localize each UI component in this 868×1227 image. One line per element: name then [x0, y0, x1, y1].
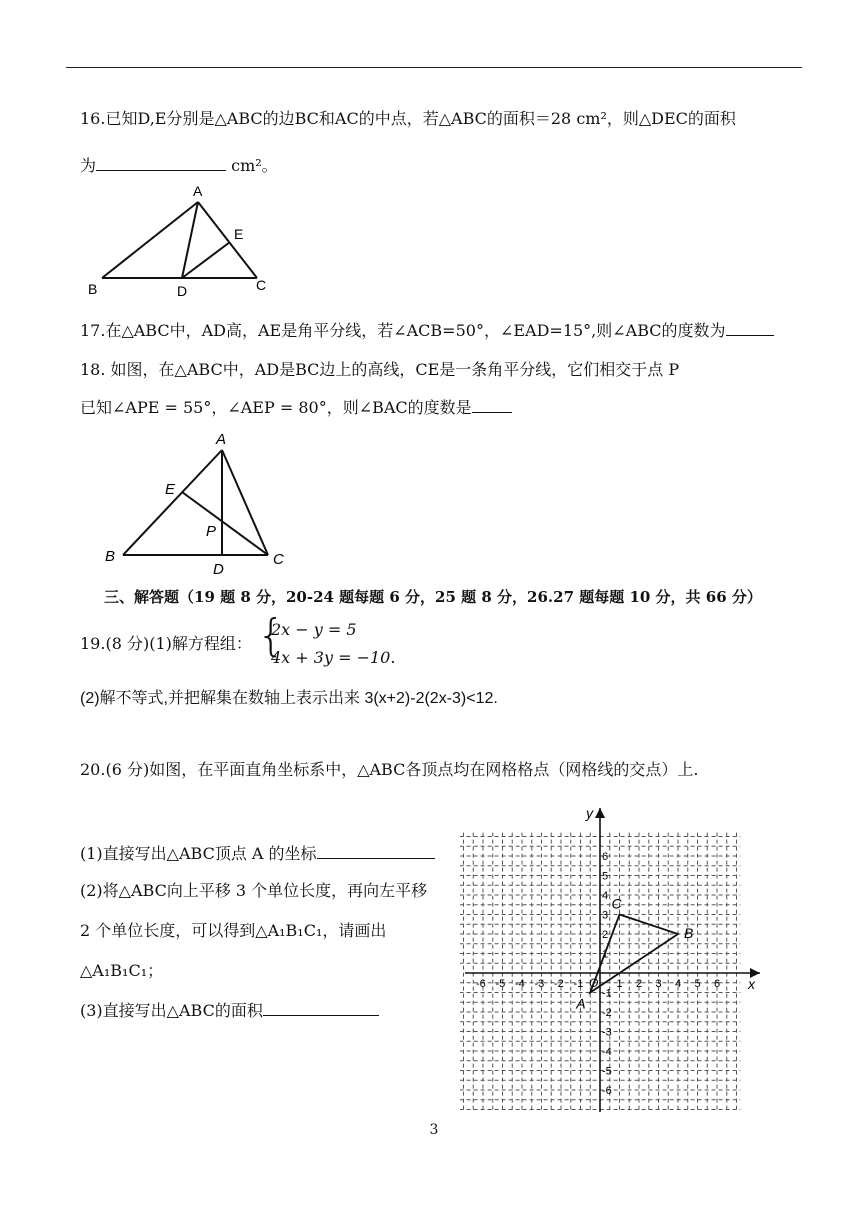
x-tick-label: -6	[476, 978, 486, 990]
q20-part2-line1: (2)将△ABC向上平移 3 个单位长度，再向左平移	[80, 881, 428, 900]
y-axis-label: y	[586, 805, 593, 821]
q16-unit: cm²。	[231, 156, 278, 175]
origin-label: O	[589, 976, 599, 990]
q20-coordinate-grid[interactable]	[460, 800, 770, 1115]
q18-triangle-figure	[95, 428, 295, 578]
q20-part2-line2: 2 个单位长度，可以得到△A₁B₁C₁，请画出	[80, 921, 387, 940]
q18-line1: 18. 如图，在△ABC中，AD是BC边上的高线，CE是一条角平分线，它们相交于点 P	[80, 360, 680, 379]
q17-text: 17.在△ABC中，AD高，AE是角平分线，若∠ACB=50°，∠EAD=15°,则∠ABC的度数为	[80, 321, 726, 340]
x-tick-label: -4	[515, 978, 525, 990]
y-tick-label: 5	[602, 870, 609, 883]
y-tick-label: 2	[602, 929, 609, 941]
y-tick-label: 6	[602, 851, 609, 863]
q19-eq1: 2x − y = 5	[271, 620, 357, 639]
vertex-label-a: A	[576, 995, 586, 1012]
vertex-label-c: C	[611, 895, 622, 912]
q19-part2: (2)解不等式,并把解集在数轴上表示出来 3(x+2)-2(2x-3)<12.	[80, 690, 498, 707]
q16-label-c: C	[256, 277, 267, 293]
q20-part1-line	[80, 843, 435, 865]
y-axis-arrow	[595, 808, 605, 818]
x-tick-label: 3	[655, 978, 662, 990]
q18-label-b: B	[105, 548, 116, 565]
y-tick-label: 3	[602, 909, 609, 922]
header-rule	[66, 67, 802, 68]
q20-part2-line3: △A₁B₁C₁；	[80, 961, 164, 980]
x-axis-label: x	[748, 976, 755, 992]
x-tick-label: -1	[573, 978, 584, 990]
section3-heading: 三、解答题（19 题 8 分，20-24 题每题 6 分，25 题 8 分，26.27 题每题 10 分，共 66 分）	[104, 588, 762, 606]
q19-eq2: 4x + 3y = −10.	[271, 648, 396, 667]
q20-part3-answer-blank[interactable]	[263, 1001, 379, 1016]
x-tick-label: 1	[616, 978, 623, 990]
x-tick-label: 4	[675, 978, 682, 990]
q17-answer-blank[interactable]	[726, 321, 774, 336]
x-tick-label: 6	[714, 978, 721, 990]
q16-label-d: D	[177, 283, 188, 299]
y-tick-label: 4	[602, 890, 609, 902]
y-tick-label: -2	[602, 1007, 612, 1019]
q16-label-b: B	[88, 281, 98, 297]
q16-line1: 16.已知D,E分别是△ABC的边BC和AC的中点，若△ABC的面积＝28 cm²，则△DEC的面积	[80, 109, 736, 128]
y-tick-label: 1	[602, 948, 609, 961]
vertex-label-b: B	[684, 925, 694, 941]
x-tick-label: 2	[636, 978, 643, 990]
q16-answer-blank[interactable]	[96, 156, 226, 171]
q20-part3-line	[80, 1000, 379, 1022]
y-tick-label: -6	[602, 1085, 612, 1097]
q18-label-d: D	[213, 561, 224, 578]
q16-line2	[80, 155, 278, 177]
page-number: 3	[429, 1122, 439, 1138]
q19-brace: {	[257, 610, 285, 661]
q18-text: 已知∠APE = 55°，∠AEP = 80°，则∠BAC的度数是	[80, 398, 472, 417]
q16-prefix: 为	[80, 156, 97, 175]
x-tick-label: -5	[495, 978, 506, 990]
x-tick-label: -3	[534, 978, 545, 990]
q20-part1-answer-blank[interactable]	[317, 844, 435, 859]
q18-answer-blank[interactable]	[472, 398, 512, 413]
q20-intro: 20.(6 分)如图，在平面直角坐标系中，△ABC各顶点均在网格格点（网格线的交点）上.	[80, 760, 699, 779]
q19-part1-prefix: 19.(8 分)(1)解方程组：	[80, 634, 252, 653]
q16-side-ac	[198, 202, 257, 278]
y-tick-label: -4	[602, 1046, 612, 1058]
q18-label-a: A	[216, 431, 227, 448]
y-tick-label: -5	[602, 1065, 612, 1078]
q20-part1: (1)直接写出△ABC顶点 A 的坐标	[80, 844, 317, 863]
x-tick-label: -2	[554, 978, 564, 990]
q18-label-c: C	[273, 551, 284, 568]
q16-label-a: A	[193, 183, 203, 199]
q18-label-p: P	[206, 523, 217, 540]
x-tick-label: 5	[694, 978, 701, 990]
q20-part3: (3)直接写出△ABC的面积	[80, 1001, 263, 1020]
q16-label-e: E	[234, 226, 244, 242]
q17-line	[80, 320, 774, 342]
y-tick-label: -1	[602, 987, 612, 1000]
y-tick-label: -3	[602, 1026, 612, 1039]
q16-triangle-figure	[80, 180, 280, 300]
q18-label-e: E	[165, 481, 176, 498]
q18-line2	[80, 397, 512, 419]
